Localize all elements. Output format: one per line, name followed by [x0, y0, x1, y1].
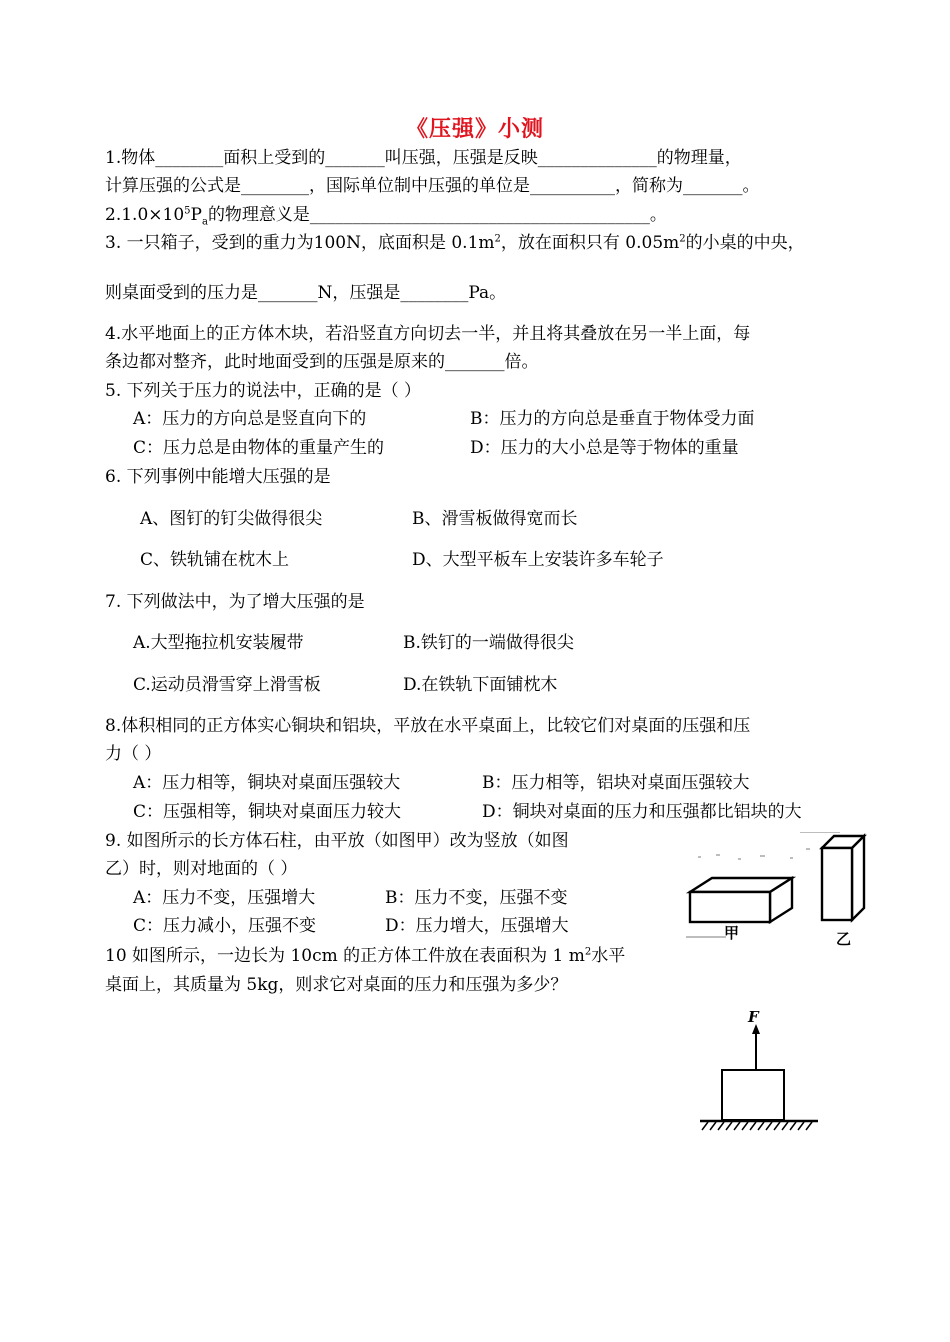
flat-pillar: [690, 878, 792, 922]
q8-option-d: D：铜块对桌面的压力和压强都比铝块的大: [482, 802, 802, 822]
q1-line1: 1.物体________面积上受到的_______叫压强，压强是反映______________的物理量，: [105, 148, 742, 168]
q5-stem: 5. 下列关于压力的说法中，正确的是（ ）: [105, 381, 422, 401]
q3-line1: [105, 231, 805, 255]
q2-post: 的物理意义是________________________________________。: [207, 205, 667, 225]
q9-line1: 9. 如图所示的长方体石柱，由平放（如图甲）改为竖放（如图: [105, 831, 569, 851]
q7-option-a: A.大型拖拉机安装履带: [133, 633, 304, 653]
q10-line1: [105, 944, 625, 968]
label-jia: 甲: [724, 924, 740, 942]
q9-option-a: A：压力不变，压强增大: [133, 888, 316, 908]
q2-pre: 2.1.0×10: [105, 205, 185, 225]
q2-sub: a: [201, 216, 208, 228]
q3-line1-c: 的小桌的中央，: [685, 233, 805, 253]
q6-option-c: C、铁轨铺在枕木上: [140, 550, 290, 570]
q8-option-a: A：压力相等，铜块对桌面压强较大: [133, 773, 401, 793]
q9-line2: 乙）时，则对地面的（ ）: [105, 859, 298, 879]
q8-line2: 力（ ）: [105, 744, 162, 764]
q5-option-c: C：压力总是由物体的重量产生的: [133, 438, 385, 458]
q8-line1: 8.体积相同的正方体实心铜块和铝块，平放在水平桌面上，比较它们对桌面的压强和压: [105, 716, 751, 736]
q3-line1-a: 3. 一只箱子，受到的重力为100N，底面积是 0.1m: [105, 233, 495, 253]
upright-pillar: [822, 836, 864, 920]
q2-mid: P: [190, 205, 202, 225]
q3-sup1: 2: [494, 233, 501, 245]
q3-sup2: 2: [679, 233, 686, 245]
q3-line1-b: ，放在面积只有 0.05m: [500, 233, 680, 253]
q10-line2: 桌面上，其质量为 5kg，则求它对桌面的压力和压强为多少？: [105, 975, 568, 995]
q8-option-b: B：压力相等，铝块对桌面压强较大: [482, 773, 750, 793]
q4-line1: 4.水平地面上的正方体木块，若沿竖直方向切去一半，并且将其叠放在另一半上面，每: [105, 324, 751, 344]
q8-option-c: C：压强相等，铜块对桌面压力较大: [133, 802, 402, 822]
q9-option-c: C：压力减小，压强不变: [133, 916, 317, 936]
q7-stem: 7. 下列做法中，为了增大压强的是: [105, 592, 365, 612]
q5-option-d: D：压力的大小总是等于物体的重量: [470, 438, 739, 458]
q1-line2: 计算压强的公式是________，国际单位制中压强的单位是__________，简称为_______。: [105, 176, 760, 196]
q5-option-b: B：压力的方向总是垂直于物体受力面: [470, 409, 755, 429]
q10-line1-a: 10 如图所示，一边长为 10cm 的正方体工件放在表面积为 1 m: [105, 946, 585, 966]
q6-stem: 6. 下列事例中能增大压强的是: [105, 467, 331, 487]
q6-option-d: D、大型平板车上安装许多车轮子: [412, 550, 664, 570]
q2-line: [105, 203, 667, 227]
label-yi: 乙: [836, 930, 852, 948]
q10-line1-b: 水平: [591, 946, 626, 966]
q3-line2: 则桌面受到的压力是_______N，压强是________Pa。: [105, 283, 507, 303]
cube-force-figure: [696, 1004, 826, 1139]
q6-option-a: A、图钉的钉尖做得很尖: [140, 509, 323, 529]
q7-option-b: B.铁钉的一端做得很尖: [403, 633, 574, 653]
ground-hatch: [702, 1122, 812, 1130]
pillar-figure: [680, 828, 870, 948]
cube: [722, 1070, 784, 1120]
q10-sup: 2: [584, 946, 592, 958]
q7-option-c: C.运动员滑雪穿上滑雪板: [133, 675, 321, 695]
q2-sup: 5: [184, 205, 191, 217]
q5-option-a: A：压力的方向总是竖直向下的: [133, 409, 367, 429]
q6-option-b: B、滑雪板做得宽而长: [412, 509, 578, 529]
q4-line2: 条边都对整齐，此时地面受到的压强是原来的_______倍。: [105, 352, 539, 372]
page-title: 《压强》小测: [405, 116, 544, 142]
q9-option-d: D：压力增大，压强增大: [385, 916, 569, 936]
q7-option-d: D.在铁轨下面铺枕木: [403, 675, 558, 695]
q9-option-b: B：压力不变，压强不变: [385, 888, 568, 908]
force-label-f: F: [748, 1008, 759, 1026]
